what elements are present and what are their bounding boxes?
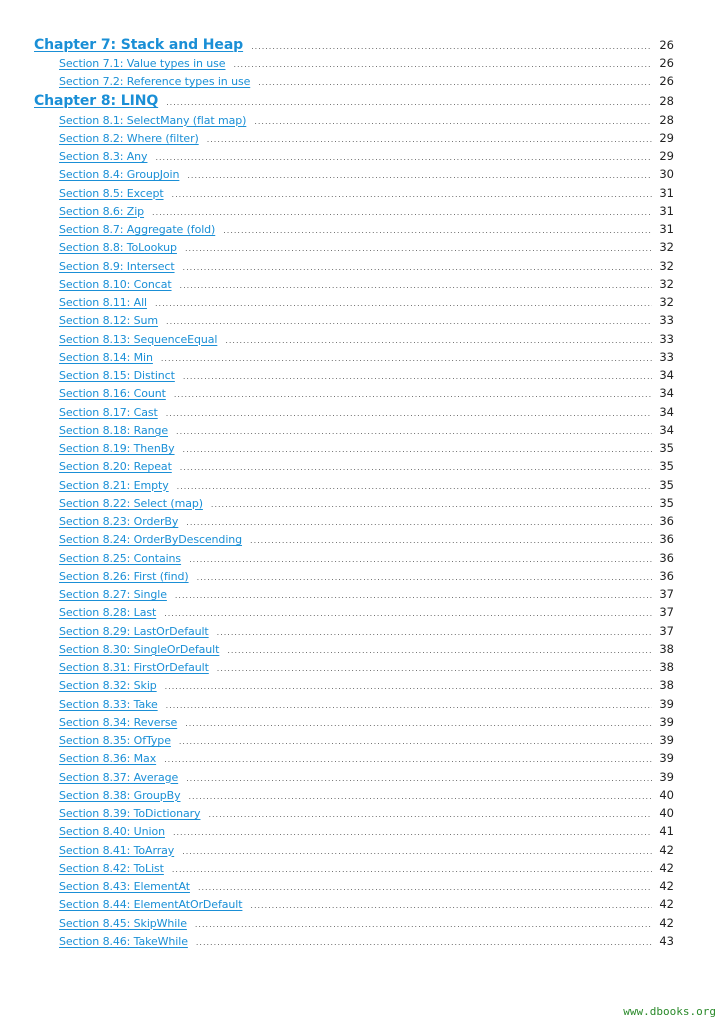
toc-section-entry[interactable] — [34, 624, 674, 642]
section-link[interactable]: Section 8.20: Repeat — [59, 460, 172, 474]
page-number: 42 — [659, 897, 674, 912]
page-number: 39 — [659, 696, 674, 711]
dot-leader — [197, 573, 652, 582]
toc-section-entry[interactable] — [34, 74, 674, 92]
page-number: 34 — [659, 404, 674, 419]
section-link[interactable]: Section 8.37: Average — [59, 770, 179, 784]
dot-leader — [233, 60, 652, 69]
dot-leader — [164, 755, 652, 764]
toc-section-entry[interactable] — [34, 496, 674, 514]
section-link[interactable]: Section 8.11: All — [59, 296, 147, 309]
page-number: 39 — [659, 769, 674, 784]
section-link[interactable]: Section 8.27: Single — [59, 588, 167, 601]
toc-section-entry[interactable] — [34, 313, 674, 331]
section-link[interactable]: Section 8.43: ElementAt — [59, 880, 190, 893]
page-number: 31 — [659, 222, 674, 236]
page-number: 36 — [659, 550, 674, 565]
page-number: 26 — [659, 56, 674, 70]
dot-leader — [250, 536, 652, 545]
section-link[interactable]: Section 8.34: Reverse — [59, 715, 178, 729]
toc-section-entry[interactable] — [34, 678, 674, 696]
toc-section-entry[interactable] — [34, 551, 674, 569]
toc-section-entry[interactable] — [34, 459, 674, 477]
table-of-contents — [34, 36, 674, 952]
section-link[interactable]: Section 8.22: Select (map) — [59, 496, 203, 510]
dot-leader — [166, 701, 652, 710]
page-number: 39 — [659, 751, 674, 766]
section-link[interactable]: Section 8.28: Last — [59, 606, 157, 620]
section-link[interactable]: Section 8.42: ToList — [59, 861, 164, 875]
toc-section-entry[interactable] — [34, 405, 674, 423]
dot-leader — [180, 281, 652, 290]
page-number: 36 — [659, 532, 674, 547]
dot-leader — [227, 646, 652, 655]
toc-chapter-entry[interactable] — [34, 93, 674, 113]
dot-leader — [177, 482, 652, 491]
toc-section-entry[interactable] — [34, 113, 674, 131]
dot-leader — [180, 463, 652, 472]
dot-leader — [217, 664, 652, 673]
page-number: 39 — [659, 714, 674, 729]
toc-section-entry[interactable] — [34, 514, 674, 532]
toc-section-entry[interactable] — [34, 332, 674, 350]
page-number: 33 — [659, 349, 674, 364]
dot-leader — [187, 171, 652, 180]
dot-leader — [179, 737, 652, 746]
page-number: 42 — [659, 860, 674, 875]
dot-leader — [166, 317, 652, 326]
toc-section-entry[interactable] — [34, 149, 674, 167]
page-number: 36 — [659, 514, 674, 528]
dot-leader — [207, 135, 652, 144]
page-number: 36 — [659, 568, 674, 583]
dot-leader — [172, 190, 652, 199]
toc-section-entry[interactable] — [34, 167, 674, 185]
dot-leader — [166, 409, 652, 418]
toc-section-entry[interactable] — [34, 751, 674, 769]
section-link[interactable]: Section 8.46: TakeWhile — [59, 934, 188, 948]
toc-section-entry[interactable] — [34, 934, 674, 952]
section-link[interactable]: Section 8.45: SkipWhile — [59, 916, 187, 930]
page-number: 30 — [659, 167, 674, 182]
section-link[interactable]: Section 8.4: GroupJoin — [59, 168, 180, 182]
dot-leader — [251, 42, 652, 51]
toc-section-entry[interactable] — [34, 843, 674, 861]
section-link[interactable]: Section 8.32: Skip — [59, 679, 157, 693]
section-link[interactable]: Section 8.19: ThenBy — [59, 442, 175, 455]
toc-section-entry[interactable] — [34, 386, 674, 404]
dot-leader — [176, 427, 652, 436]
toc-section-entry[interactable] — [34, 587, 674, 605]
dot-leader — [185, 244, 652, 253]
page-number: 38 — [659, 660, 674, 674]
toc-section-entry[interactable] — [34, 350, 674, 368]
section-link[interactable]: Section 8.35: OfType — [59, 734, 171, 747]
dot-leader — [155, 299, 652, 308]
toc-section-entry[interactable] — [34, 186, 674, 204]
toc-section-entry[interactable] — [34, 806, 674, 824]
page-number: 33 — [659, 331, 674, 346]
page-number: 35 — [659, 459, 674, 474]
section-link[interactable]: Section 8.23: OrderBy — [59, 515, 179, 528]
section-link[interactable]: Section 8.21: Empty — [59, 478, 169, 492]
section-link[interactable]: Section 8.39: ToDictionary — [59, 807, 201, 820]
section-link[interactable]: Section 8.14: Min — [59, 350, 153, 364]
toc-section-entry[interactable] — [34, 788, 674, 806]
toc-section-entry[interactable] — [34, 423, 674, 441]
page-number: 35 — [659, 477, 674, 492]
toc-section-entry[interactable] — [34, 56, 674, 74]
chapter-link[interactable]: Chapter 7: Stack and Heap — [34, 36, 244, 53]
chapter-link[interactable]: Chapter 8: LINQ — [34, 93, 159, 109]
page-number: 37 — [659, 623, 674, 638]
dot-leader — [172, 865, 652, 874]
dot-leader — [161, 354, 652, 363]
page-number: 35 — [659, 441, 674, 455]
dot-leader — [174, 390, 652, 399]
dot-leader — [217, 628, 652, 637]
section-link[interactable]: Section 8.1: SelectMany (flat map) — [59, 113, 247, 127]
page-number: 37 — [659, 605, 674, 620]
toc-section-entry[interactable] — [34, 204, 674, 222]
dot-leader — [173, 828, 652, 837]
section-link[interactable]: Section 7.1: Value types in use — [59, 57, 226, 70]
page-number: 28 — [659, 112, 674, 127]
section-link[interactable]: Section 8.31: FirstOrDefault — [59, 661, 209, 674]
section-link[interactable]: Section 8.10: Concat — [59, 277, 172, 291]
page-number: 41 — [659, 824, 674, 839]
dot-leader — [166, 98, 652, 107]
toc-section-entry[interactable] — [34, 569, 674, 587]
page-number: 32 — [659, 276, 674, 291]
section-link[interactable]: Section 8.2: Where (filter) — [59, 131, 199, 145]
dot-leader — [211, 500, 652, 509]
toc-section-entry[interactable] — [34, 259, 674, 277]
toc-section-entry[interactable] — [34, 660, 674, 678]
dot-leader — [183, 372, 652, 381]
dot-leader — [186, 518, 652, 527]
toc-section-entry[interactable] — [34, 277, 674, 295]
page-number: 35 — [659, 495, 674, 510]
toc-section-entry[interactable] — [34, 532, 674, 550]
dot-leader — [189, 792, 652, 801]
toc-section-entry[interactable] — [34, 368, 674, 386]
section-link[interactable]: Section 8.5: Except — [59, 186, 164, 200]
page-number: 31 — [659, 185, 674, 200]
section-link[interactable]: Section 8.6: Zip — [59, 204, 145, 218]
page-number: 38 — [659, 678, 674, 693]
section-link[interactable]: Section 8.30: SingleOrDefault — [59, 642, 220, 656]
toc-section-entry[interactable] — [34, 770, 674, 788]
section-link[interactable]: Section 8.25: Contains — [59, 551, 182, 565]
toc-section-entry[interactable] — [34, 441, 674, 459]
section-link[interactable]: Section 8.44: ElementAtOrDefault — [59, 898, 243, 912]
toc-section-entry[interactable] — [34, 697, 674, 715]
page-number: 31 — [659, 203, 674, 218]
dot-leader — [183, 445, 652, 454]
dot-leader — [189, 555, 652, 564]
page-number: 32 — [659, 240, 674, 255]
toc-section-entry[interactable] — [34, 642, 674, 660]
section-link[interactable]: Section 8.13: SequenceEqual — [59, 332, 218, 346]
toc-section-entry[interactable] — [34, 478, 674, 496]
page-number: 26 — [659, 37, 674, 52]
page-number: 29 — [659, 130, 674, 145]
section-link[interactable]: Section 8.8: ToLookup — [59, 241, 177, 255]
toc-section-entry[interactable] — [34, 824, 674, 842]
dot-leader — [175, 591, 652, 600]
dot-leader — [198, 883, 652, 892]
dot-leader — [183, 263, 652, 272]
page-number: 34 — [659, 422, 674, 437]
page-number: 40 — [659, 806, 674, 820]
section-link[interactable]: Section 8.29: LastOrDefault — [59, 624, 209, 638]
dot-leader — [185, 719, 652, 728]
section-link[interactable]: Section 8.7: Aggregate (fold) — [59, 223, 216, 236]
toc-section-entry[interactable] — [34, 131, 674, 149]
section-link[interactable]: Section 7.2: Reference types in use — [59, 75, 251, 89]
page-number: 34 — [659, 368, 674, 382]
toc-chapter-entry[interactable] — [34, 37, 674, 57]
page-number: 42 — [659, 842, 674, 857]
toc-section-entry[interactable] — [34, 605, 674, 623]
toc-section-entry[interactable] — [34, 879, 674, 897]
section-link[interactable]: Section 8.40: Union — [59, 825, 165, 839]
toc-section-entry[interactable] — [34, 715, 674, 733]
dot-leader — [254, 117, 652, 126]
section-link[interactable]: Section 8.18: Range — [59, 423, 169, 437]
section-link[interactable]: Section 8.15: Distinct — [59, 369, 175, 382]
dot-leader — [223, 226, 652, 235]
section-link[interactable]: Section 8.17: Cast — [59, 405, 158, 419]
dot-leader — [225, 336, 652, 345]
footer-watermark: www.dbooks.org — [623, 1005, 716, 1018]
page-number: 32 — [659, 295, 674, 309]
dot-leader — [165, 682, 652, 691]
dot-leader — [195, 920, 652, 929]
dot-leader — [152, 208, 652, 217]
page-number: 32 — [659, 258, 674, 273]
section-link[interactable]: Section 8.38: GroupBy — [59, 788, 181, 802]
section-link[interactable]: Section 8.12: Sum — [59, 314, 159, 328]
section-link[interactable]: Section 8.24: OrderByDescending — [59, 533, 243, 547]
toc-section-entry[interactable] — [34, 733, 674, 751]
section-link[interactable]: Section 8.16: Count — [59, 387, 166, 401]
toc-section-entry[interactable] — [34, 295, 674, 313]
section-link[interactable]: Section 8.9: Intersect — [59, 259, 175, 273]
section-link[interactable]: Section 8.36: Max — [59, 752, 157, 766]
page-number: 26 — [659, 74, 674, 89]
page-number: 42 — [659, 879, 674, 893]
dot-leader — [164, 609, 652, 618]
toc-section-entry[interactable] — [34, 897, 674, 915]
toc-section-entry[interactable] — [34, 861, 674, 879]
page-number: 39 — [659, 733, 674, 747]
dot-leader — [155, 153, 652, 162]
toc-section-entry[interactable] — [34, 240, 674, 258]
page-number: 43 — [659, 933, 674, 948]
page-number: 29 — [659, 149, 674, 163]
section-link[interactable]: Section 8.33: Take — [59, 697, 158, 711]
dot-leader — [186, 774, 652, 783]
dot-leader — [196, 938, 652, 947]
page-number: 40 — [659, 787, 674, 802]
page-number: 28 — [659, 94, 674, 108]
dot-leader — [182, 847, 652, 856]
toc-section-entry[interactable] — [34, 222, 674, 240]
page-number: 33 — [659, 313, 674, 328]
dot-leader — [258, 78, 652, 87]
page-number: 37 — [659, 587, 674, 601]
page-number: 34 — [659, 386, 674, 401]
section-link[interactable]: Section 8.41: ToArray — [59, 843, 175, 857]
section-link[interactable]: Section 8.26: First (find) — [59, 569, 189, 583]
page-number: 38 — [659, 641, 674, 656]
toc-section-entry[interactable] — [34, 916, 674, 934]
section-link[interactable]: Section 8.3: Any — [59, 150, 148, 163]
dot-leader — [208, 810, 652, 819]
dot-leader — [250, 901, 652, 910]
page-number: 42 — [659, 915, 674, 930]
